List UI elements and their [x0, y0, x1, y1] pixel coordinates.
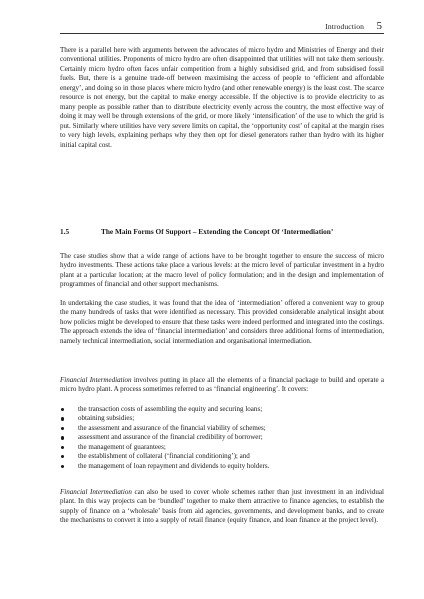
- list-item: [60, 462, 384, 471]
- list-item-text: assessment and assurance of the financial credibility of borrower;: [78, 433, 263, 442]
- page-number: 5: [376, 20, 382, 32]
- section-title: The Main Forms Of Support – Extending the Concept Of ‘Intermediation’: [101, 227, 334, 236]
- list-item: [60, 452, 384, 461]
- paragraph-text: There is a parallel here with arguments between the advocates of micro hydro and Ministries of Energy and their conventional utilities. Proponents of micro hydro are often disappointed that utilities will not take them seriously. Certainly micro hydro often faces unfair competition from a highly subsidised grid, and from subsidised fossil fuels. But, there is a genuine trade-off between maximising the access of people to ‘efficient and affordable energy’, and doing so in those places where micro hydro (and other renewable energy) is the least cost. The scarce resource is not energy, but the capital to make energy accessible. If the objective is to provide electricity to as many people as possible rather than to distribute electricity evenly across the country, the most effective way of doing it may well be through extensions of the grid, or more likely ‘intensification’ of the use to which the grid is put. Similarly where utilities have very severe limits on capital, the ‘opportunity cost’ of capital at the margin rises to very high levels, explaining perhaps why they then opt for diesel generators rather than hydro with its higher initial capital cost.: [60, 46, 384, 149]
- bullet-icon: [61, 455, 64, 458]
- paragraph-text: [60, 376, 384, 395]
- list-item-text: the establishment of collateral (‘financial conditioning’); and: [78, 452, 250, 461]
- list-item-text: the management of guarantees;: [78, 442, 166, 451]
- list-item: [60, 443, 384, 452]
- bullet-icon: [61, 436, 64, 439]
- bullet-icon: [61, 417, 64, 420]
- paragraph-grid-tradeoff: [60, 46, 384, 150]
- paragraph-text: The case studies show that a wide range of actions have to be brought together to ensure the success of micro hydro investments. These actions take place a various levels: at the micro level of particular investment in a hydro plant at a particular location; at the macro level of policy formulation; and in the design and implementation of programmes of financial and other support mechanisms.: [60, 252, 384, 289]
- list-item-text: the management of loan repayment and dividends to equity holders.: [78, 461, 270, 470]
- paragraph-financial-intermediation: [60, 376, 384, 395]
- italic-term: Financial Intermediation: [60, 376, 132, 384]
- paragraph-case-studies: [60, 252, 384, 290]
- paragraph-text: In undertaking the case studies, it was found that the idea of ‘intermediation’ offered a convenient way to group the many hundreds of tasks that were identified as necessary. This provided considerable analytical insight about how policies might be developed to ensure that these tasks were indeed performed and integrated into the costings. The approach extends the idea of ‘financial intermediation’ and considers three additional forms of intermediation, namely technical intermediation, social intermediation and organisational intermediation.: [60, 299, 384, 345]
- paragraph-text: [60, 488, 384, 526]
- list-item-text: the transaction costs of assembling the equity and securing loans;: [78, 405, 263, 413]
- paragraph-rest: can also be used to cover whole schemes rather than just investment in an individual plant. In this way projects can be ‘bundled’ together to make them attractive to finance agencies, to establish the supply of finance on a ‘wholesale’ basis from aid agencies, governments, and development banks, and to create the mechanisms to convert it into a supply of retail finance (equity finance, and loan finance at the project level).: [60, 488, 384, 525]
- italic-term: Financial Intermediation: [60, 488, 132, 496]
- paragraph-bundling: [60, 488, 384, 526]
- running-header: [60, 19, 384, 34]
- list-item: [60, 433, 384, 442]
- list-item: [60, 424, 384, 433]
- running-title: Introduction: [325, 22, 364, 31]
- section-number: 1.5: [60, 227, 70, 236]
- list-item-text: the assessment and assurance of the financial viability of schemes;: [78, 423, 266, 432]
- paragraph-rest: involves putting in place all the elements of a financial package to build and operate a micro hydro plant. A process sometimes referred to as ‘financial engineering’. It covers:: [60, 376, 384, 394]
- paragraph-intermediation: [60, 299, 384, 346]
- bullet-icon: [61, 427, 64, 430]
- list-item: [60, 405, 384, 414]
- list-item-text: obtaining subsidies;: [78, 414, 135, 423]
- bullet-list: [60, 405, 384, 471]
- bullet-icon: [61, 446, 64, 449]
- list-item: [60, 414, 384, 423]
- bullet-icon: [61, 408, 64, 411]
- bullet-icon: [61, 465, 64, 468]
